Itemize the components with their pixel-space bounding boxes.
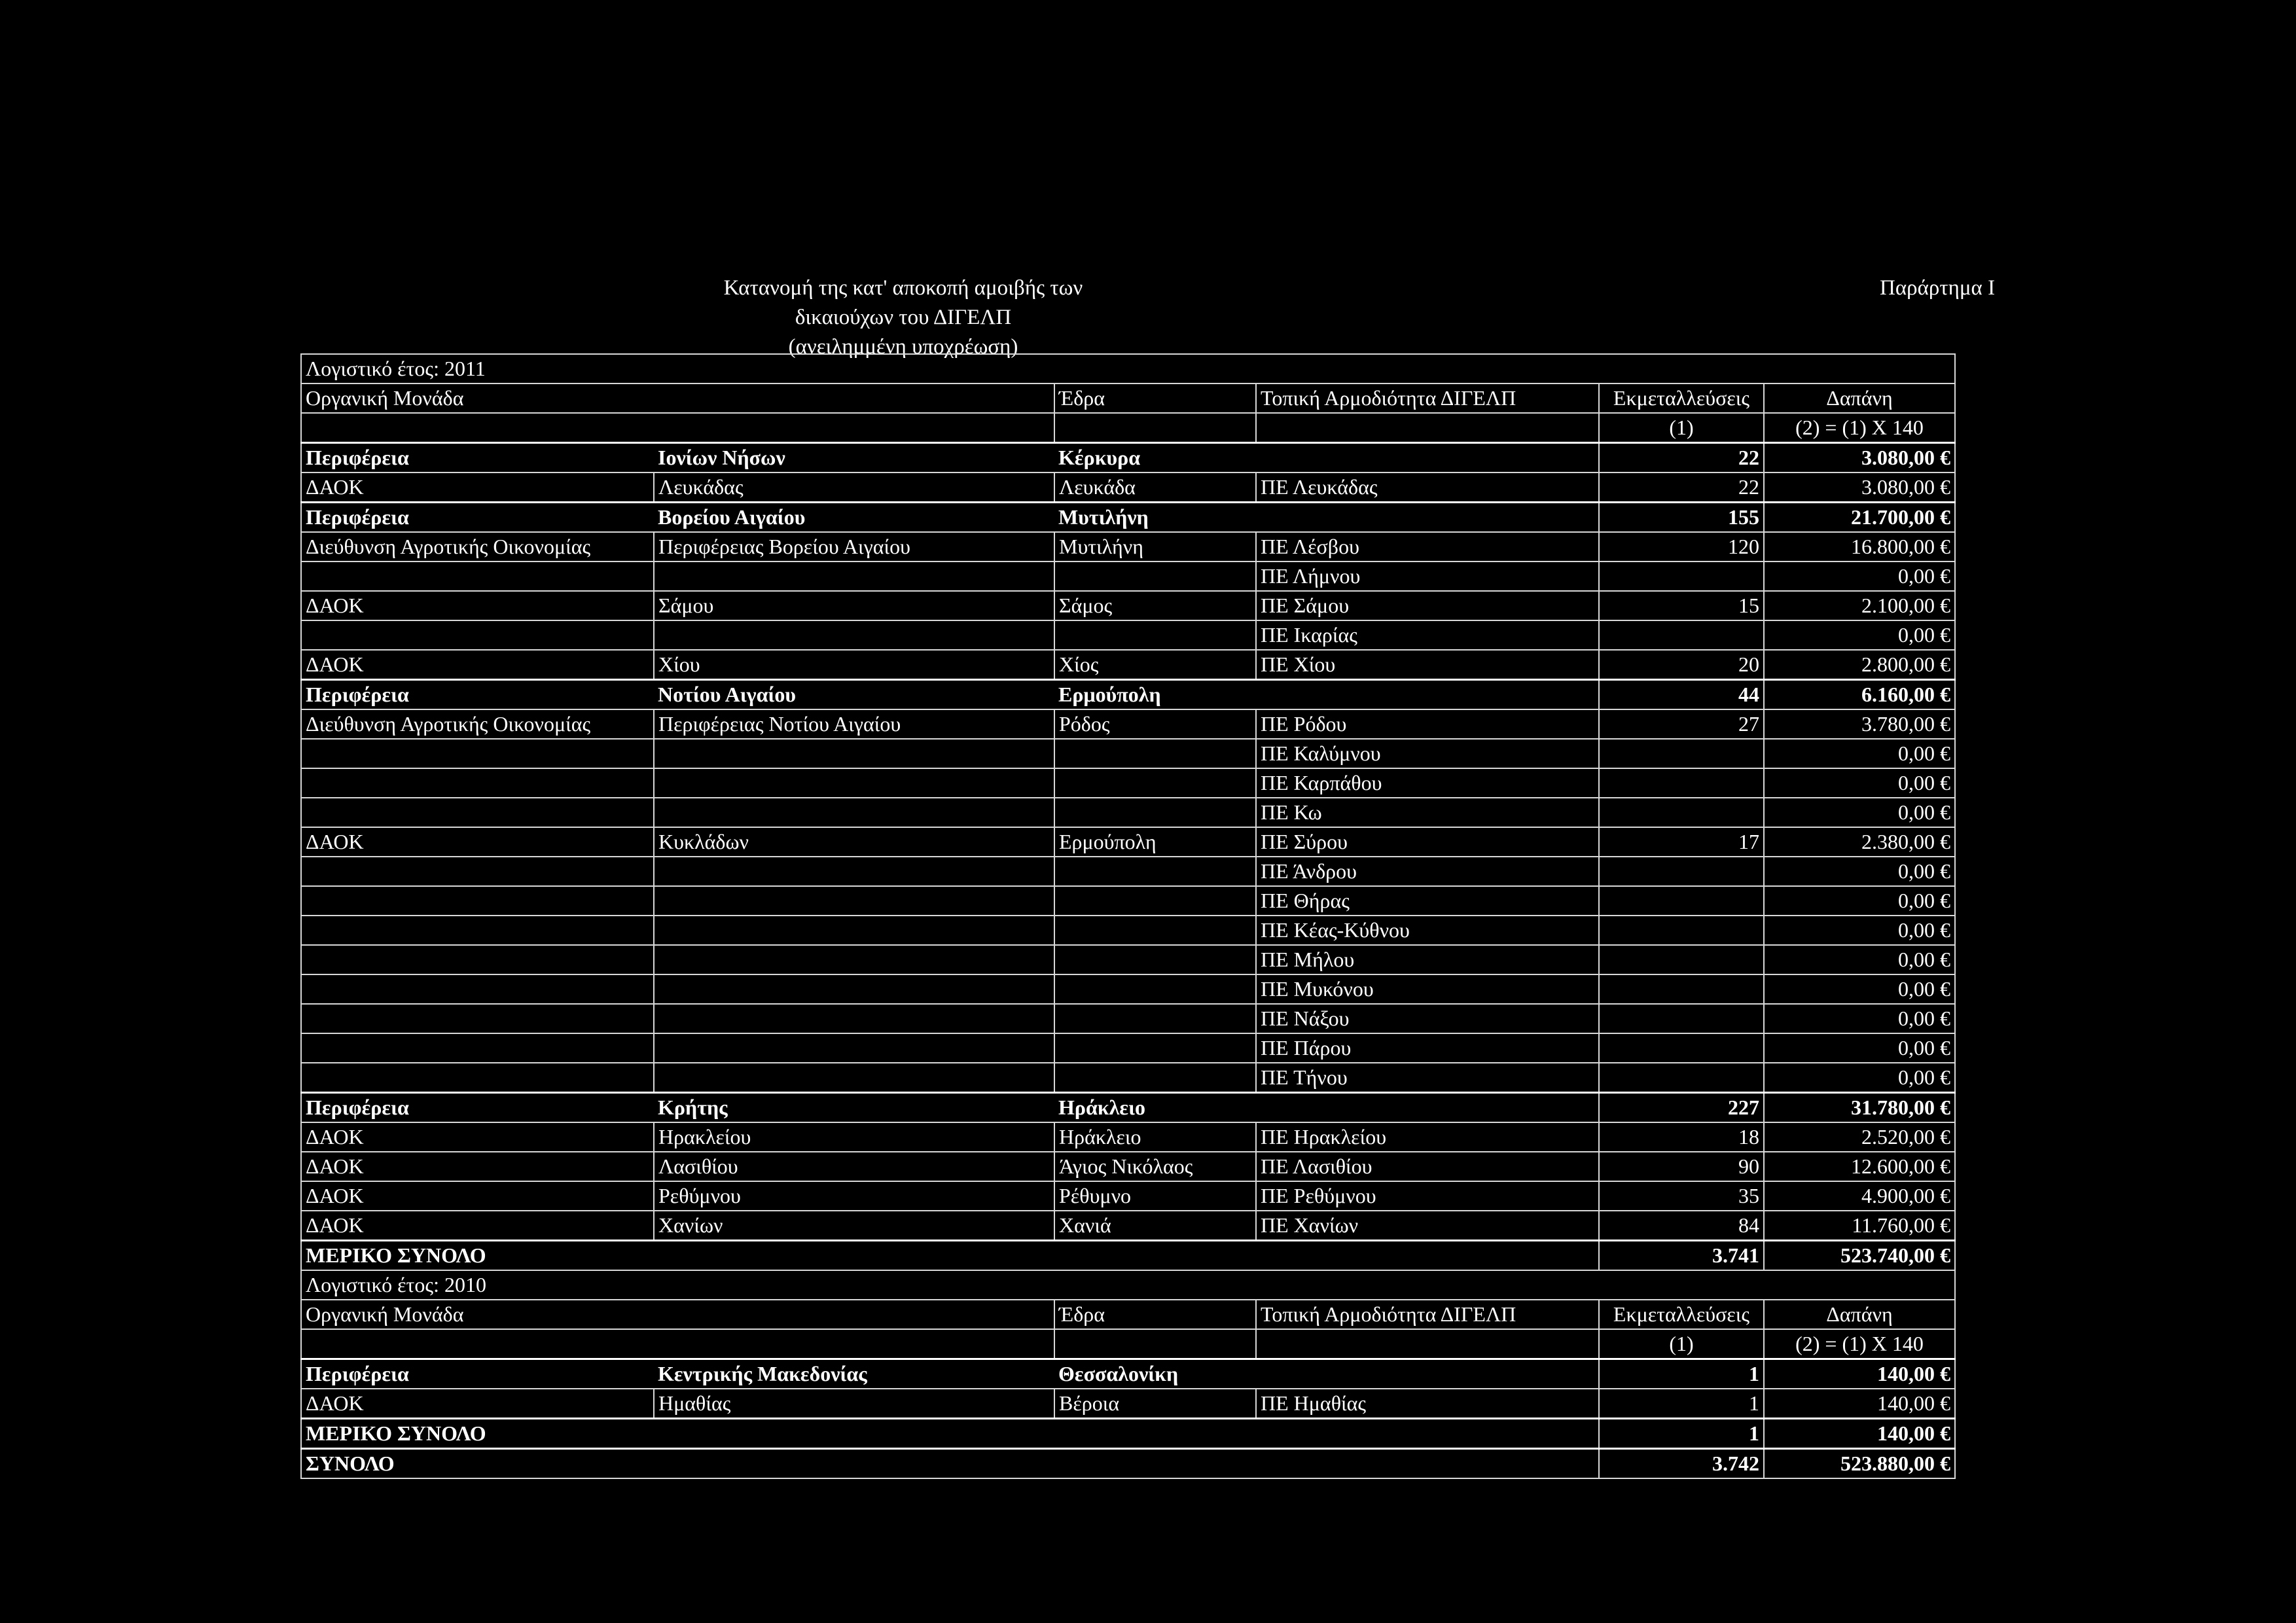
table-cell <box>301 562 654 591</box>
table-cell <box>1054 1033 1256 1063</box>
table-row <box>301 591 1955 620</box>
table-cell <box>301 798 654 827</box>
column-subheader: (1) <box>1599 1329 1764 1359</box>
table-cell: Βορείου Αιγαίου <box>654 503 1054 533</box>
table-cell: 6.160,00 € <box>1764 680 1955 710</box>
table-cell <box>1054 974 1256 1004</box>
table-row <box>301 1181 1955 1211</box>
region-row <box>301 680 1955 710</box>
table-cell <box>1054 1329 1256 1359</box>
table-cell: 1 <box>1599 1389 1764 1419</box>
table-cell <box>1256 443 1599 473</box>
table-cell: ΔΑΟΚ <box>301 1181 654 1211</box>
table-cell: 140,00 € <box>1764 1389 1955 1419</box>
table-cell: Άγιος Νικόλαος <box>1054 1152 1256 1181</box>
table-cell: ΔΑΟΚ <box>301 473 654 503</box>
table-cell: 0,00 € <box>1764 1033 1955 1063</box>
table-cell: 2.520,00 € <box>1764 1122 1955 1152</box>
table-cell: ΠΕ Κέας-Κύθνου <box>1256 916 1599 945</box>
table-row <box>301 1152 1955 1181</box>
table-cell: ΔΑΟΚ <box>301 1122 654 1152</box>
table-cell: ΠΕ Ημαθίας <box>1256 1389 1599 1419</box>
table-cell <box>654 1004 1054 1033</box>
table-cell: Χανιά <box>1054 1211 1256 1241</box>
table-cell: Ηράκλειο <box>1054 1122 1256 1152</box>
table-cell: Κυκλάδων <box>654 827 1054 857</box>
table-cell: 16.800,00 € <box>1764 532 1955 562</box>
table-cell: Χίος <box>1054 650 1256 680</box>
table-cell: 3.080,00 € <box>1764 473 1955 503</box>
table-row <box>301 798 1955 827</box>
total-holdings: 3.741 <box>1599 1241 1764 1271</box>
table-cell <box>1599 739 1764 768</box>
table-cell: Βέροια <box>1054 1389 1256 1419</box>
table-cell: Κρήτης <box>654 1093 1054 1123</box>
table-cell: Κέρκυρα <box>1054 443 1256 473</box>
table-cell: 4.900,00 € <box>1764 1181 1955 1211</box>
table-cell: ΠΕ Άνδρου <box>1256 857 1599 886</box>
table-cell: ΠΕ Νάξου <box>1256 1004 1599 1033</box>
column-header-jurisdiction: Τοπική Αρμοδιότητα ΔΙΓΕΛΠ <box>1256 383 1599 413</box>
table-cell: ΠΕ Μήλου <box>1256 945 1599 974</box>
table-cell <box>1054 739 1256 768</box>
table-cell: ΔΑΟΚ <box>301 591 654 620</box>
table-cell: 155 <box>1599 503 1764 533</box>
table-cell: ΠΕ Λευκάδας <box>1256 473 1599 503</box>
table-cell <box>654 945 1054 974</box>
column-header-expense: Δαπάνη <box>1764 1300 1955 1329</box>
column-header-seat: Έδρα <box>1054 1300 1256 1329</box>
table-cell: Περιφέρειας Βορείου Αιγαίου <box>654 532 1054 562</box>
table-cell: ΔΑΟΚ <box>301 1211 654 1241</box>
total-expense: 523.880,00 € <box>1764 1449 1955 1479</box>
table-row <box>301 739 1955 768</box>
table-cell: Λευκάδας <box>654 473 1054 503</box>
column-header-holdings: Εκμεταλλεύσεις <box>1599 383 1764 413</box>
table-cell: Ερμούπολη <box>1054 680 1256 710</box>
total-holdings: 3.742 <box>1599 1449 1764 1479</box>
region-row <box>301 1359 1955 1389</box>
column-subheader: (2) = (1) Χ 140 <box>1764 1329 1955 1359</box>
document-title <box>674 274 1132 362</box>
table-cell: 140,00 € <box>1764 1359 1955 1389</box>
table-cell: Περιφέρεια <box>301 1359 654 1389</box>
table-cell: 0,00 € <box>1764 562 1955 591</box>
table-cell: Ερμούπολη <box>1054 827 1256 857</box>
column-header-expense: Δαπάνη <box>1764 383 1955 413</box>
table-cell: ΠΕ Χίου <box>1256 650 1599 680</box>
table-cell <box>654 1063 1054 1093</box>
table-cell: 84 <box>1599 1211 1764 1241</box>
subheader-row <box>301 1329 1955 1359</box>
table-cell: ΠΕ Τήνου <box>1256 1063 1599 1093</box>
total-label: ΜΕΡΙΚΟ ΣΥΝΟΛΟ <box>301 1419 1599 1449</box>
table-cell: Χίου <box>654 650 1054 680</box>
fiscal-year-row <box>301 354 1955 383</box>
table-row <box>301 1033 1955 1063</box>
table-cell: 0,00 € <box>1764 974 1955 1004</box>
table-cell: ΠΕ Λασιθίου <box>1256 1152 1599 1181</box>
table-cell <box>1599 945 1764 974</box>
table-row <box>301 886 1955 916</box>
table-row <box>301 532 1955 562</box>
table-cell: ΠΕ Ρεθύμνου <box>1256 1181 1599 1211</box>
total-label: ΜΕΡΙΚΟ ΣΥΝΟΛΟ <box>301 1241 1599 1271</box>
table-cell: ΠΕ Θήρας <box>1256 886 1599 916</box>
table-cell <box>1256 1093 1599 1123</box>
table-cell: 2.800,00 € <box>1764 650 1955 680</box>
table-cell: 90 <box>1599 1152 1764 1181</box>
region-row <box>301 443 1955 473</box>
table-row <box>301 650 1955 680</box>
table-cell: Περιφέρεια <box>301 443 654 473</box>
table-row <box>301 1004 1955 1033</box>
table-cell: ΠΕ Λέσβου <box>1256 532 1599 562</box>
table-cell <box>301 739 654 768</box>
table-cell <box>1599 768 1764 798</box>
table-cell <box>301 916 654 945</box>
table-cell: Χανίων <box>654 1211 1054 1241</box>
fiscal-year-label: Λογιστικό έτος: 2011 <box>301 354 1955 383</box>
table-cell: ΠΕ Σύρου <box>1256 827 1599 857</box>
table-cell: 31.780,00 € <box>1764 1093 1955 1123</box>
table-cell <box>301 768 654 798</box>
total-label: ΣΥΝΟΛΟ <box>301 1449 1599 1479</box>
table-cell: ΠΕ Καρπάθου <box>1256 768 1599 798</box>
table-cell: 0,00 € <box>1764 857 1955 886</box>
table-cell: 15 <box>1599 591 1764 620</box>
table-cell: Ρόδος <box>1054 709 1256 739</box>
table-cell <box>1054 886 1256 916</box>
table-cell: Ηρακλείου <box>654 1122 1054 1152</box>
table-cell: 3.080,00 € <box>1764 443 1955 473</box>
table-cell: 22 <box>1599 473 1764 503</box>
table-cell <box>1599 886 1764 916</box>
fiscal-year-label: Λογιστικό έτος: 2010 <box>301 1270 1955 1300</box>
total-row <box>301 1419 1955 1449</box>
table-cell <box>1054 945 1256 974</box>
table-cell <box>301 1033 654 1063</box>
table-cell: 3.780,00 € <box>1764 709 1955 739</box>
table-cell: 0,00 € <box>1764 768 1955 798</box>
table-cell: Περιφέρεια <box>301 680 654 710</box>
table-cell <box>1054 916 1256 945</box>
table-cell: Λευκάδα <box>1054 473 1256 503</box>
table-cell <box>301 1004 654 1033</box>
table-cell <box>1054 562 1256 591</box>
table-cell: 2.380,00 € <box>1764 827 1955 857</box>
table-row <box>301 1389 1955 1419</box>
table-cell: ΠΕ Σάμου <box>1256 591 1599 620</box>
column-subheader: (1) <box>1599 413 1764 443</box>
table-cell <box>654 886 1054 916</box>
table-cell: ΠΕ Ηρακλείου <box>1256 1122 1599 1152</box>
table-row <box>301 620 1955 650</box>
table-cell: Ηράκλειο <box>1054 1093 1256 1123</box>
table-cell <box>654 768 1054 798</box>
table-cell: 21.700,00 € <box>1764 503 1955 533</box>
table-cell: ΠΕ Χανίων <box>1256 1211 1599 1241</box>
table-cell: ΔΑΟΚ <box>301 650 654 680</box>
table-row <box>301 1211 1955 1241</box>
table-cell <box>1599 620 1764 650</box>
table-cell: ΔΑΟΚ <box>301 1389 654 1419</box>
total-row <box>301 1241 1955 1271</box>
table-row <box>301 916 1955 945</box>
table-body <box>301 354 1955 1478</box>
table-cell: ΠΕ Λήμνου <box>1256 562 1599 591</box>
table-cell <box>1599 1004 1764 1033</box>
table-cell <box>1054 1063 1256 1093</box>
table-cell <box>1599 916 1764 945</box>
column-header-unit: Οργανική Μονάδα <box>301 383 1054 413</box>
table-cell <box>301 945 654 974</box>
table-cell <box>301 857 654 886</box>
table-cell: Ημαθίας <box>654 1389 1054 1419</box>
table-cell <box>1599 1033 1764 1063</box>
column-subheader: (2) = (1) Χ 140 <box>1764 413 1955 443</box>
table-cell: ΔΑΟΚ <box>301 827 654 857</box>
table-cell <box>1256 413 1599 443</box>
table-cell: 0,00 € <box>1764 1004 1955 1033</box>
table-cell: ΔΑΟΚ <box>301 1152 654 1181</box>
table-cell: Διεύθυνση Αγροτικής Οικονομίας <box>301 532 654 562</box>
table-cell: Θεσσαλονίκη <box>1054 1359 1256 1389</box>
header-row <box>301 1300 1955 1329</box>
table-cell <box>1599 798 1764 827</box>
table-cell <box>1256 680 1599 710</box>
table-row <box>301 974 1955 1004</box>
table-cell <box>1054 413 1256 443</box>
table-cell: ΠΕ Καλύμνου <box>1256 739 1599 768</box>
table-cell <box>1054 1004 1256 1033</box>
table-cell: 0,00 € <box>1764 945 1955 974</box>
table-cell <box>654 798 1054 827</box>
table-cell: 2.100,00 € <box>1764 591 1955 620</box>
column-header-unit: Οργανική Μονάδα <box>301 1300 1054 1329</box>
column-header-seat: Έδρα <box>1054 383 1256 413</box>
table-row <box>301 945 1955 974</box>
table-cell <box>301 886 654 916</box>
table-row <box>301 1122 1955 1152</box>
table-cell: 0,00 € <box>1764 886 1955 916</box>
allocation-table <box>300 353 1956 1479</box>
subheader-row <box>301 413 1955 443</box>
table-cell: 11.760,00 € <box>1764 1211 1955 1241</box>
table-cell <box>1256 1359 1599 1389</box>
table-cell: 35 <box>1599 1181 1764 1211</box>
total-expense: 140,00 € <box>1764 1419 1955 1449</box>
table-cell <box>1599 1063 1764 1093</box>
table-cell <box>1256 503 1599 533</box>
total-holdings: 1 <box>1599 1419 1764 1449</box>
region-row <box>301 1093 1955 1123</box>
table-cell: Μυτιλήνη <box>1054 503 1256 533</box>
table-cell: ΠΕ Ικαρίας <box>1256 620 1599 650</box>
table-cell: Διεύθυνση Αγροτικής Οικονομίας <box>301 709 654 739</box>
table-cell <box>1054 620 1256 650</box>
table-cell <box>1599 562 1764 591</box>
table-cell: 0,00 € <box>1764 1063 1955 1093</box>
table-cell: 227 <box>1599 1093 1764 1123</box>
table-cell: 0,00 € <box>1764 916 1955 945</box>
table-cell <box>1599 857 1764 886</box>
table-row <box>301 827 1955 857</box>
table-cell: Ρεθύμνου <box>654 1181 1054 1211</box>
table-cell: 27 <box>1599 709 1764 739</box>
total-expense: 523.740,00 € <box>1764 1241 1955 1271</box>
table-cell <box>1599 974 1764 1004</box>
table-cell <box>301 974 654 1004</box>
fiscal-year-row <box>301 1270 1955 1300</box>
table-cell <box>654 562 1054 591</box>
table-cell: 22 <box>1599 443 1764 473</box>
table-cell: Περιφέρεια <box>301 1093 654 1123</box>
table-cell <box>301 1329 1054 1359</box>
table-cell: Ρέθυμνο <box>1054 1181 1256 1211</box>
table-row <box>301 562 1955 591</box>
table-cell <box>654 974 1054 1004</box>
table-cell: 0,00 € <box>1764 739 1955 768</box>
table-cell: 0,00 € <box>1764 620 1955 650</box>
table-cell: ΠΕ Ρόδου <box>1256 709 1599 739</box>
table-row <box>301 473 1955 503</box>
column-header-jurisdiction: Τοπική Αρμοδιότητα ΔΙΓΕΛΠ <box>1256 1300 1599 1329</box>
table-cell <box>301 1063 654 1093</box>
table-cell <box>654 916 1054 945</box>
table-row <box>301 1063 1955 1093</box>
table-cell: 120 <box>1599 532 1764 562</box>
table-row <box>301 709 1955 739</box>
title-line-2: (ανειλημμένη υποχρέωση) <box>788 335 1018 359</box>
total-row <box>301 1449 1955 1479</box>
table-cell <box>1256 1329 1599 1359</box>
table-cell: Σάμος <box>1054 591 1256 620</box>
table-cell <box>1054 857 1256 886</box>
table-cell: Κεντρικής Μακεδονίας <box>654 1359 1054 1389</box>
table-cell: 18 <box>1599 1122 1764 1152</box>
table-cell: Λασιθίου <box>654 1152 1054 1181</box>
table-cell: 1 <box>1599 1359 1764 1389</box>
table-cell <box>1054 768 1256 798</box>
table-cell <box>301 413 1054 443</box>
table-cell: ΠΕ Πάρου <box>1256 1033 1599 1063</box>
table-cell <box>654 620 1054 650</box>
header-row <box>301 383 1955 413</box>
table-row <box>301 857 1955 886</box>
table-cell: 17 <box>1599 827 1764 857</box>
table-cell: 12.600,00 € <box>1764 1152 1955 1181</box>
table-cell: Νοτίου Αιγαίου <box>654 680 1054 710</box>
table-cell <box>654 1033 1054 1063</box>
table-cell: Περιφέρειας Νοτίου Αιγαίου <box>654 709 1054 739</box>
annex-label: Παράρτημα Ι <box>1880 276 1996 300</box>
table-cell: Σάμου <box>654 591 1054 620</box>
table-cell: 0,00 € <box>1764 798 1955 827</box>
column-header-holdings: Εκμεταλλεύσεις <box>1599 1300 1764 1329</box>
table-cell <box>301 620 654 650</box>
table-row <box>301 768 1955 798</box>
table-cell: 20 <box>1599 650 1764 680</box>
table-cell: ΠΕ Μυκόνου <box>1256 974 1599 1004</box>
table-cell: Μυτιλήνη <box>1054 532 1256 562</box>
table-cell: Ιονίων Νήσων <box>654 443 1054 473</box>
table-cell: 44 <box>1599 680 1764 710</box>
table-cell <box>654 857 1054 886</box>
table-cell <box>654 739 1054 768</box>
table-cell: ΠΕ Κω <box>1256 798 1599 827</box>
title-line-1: Κατανομή της κατ' αποκοπή αμοιβής των δικαιούχων του ΔΙΓΕΛΠ <box>723 276 1083 329</box>
region-row <box>301 503 1955 533</box>
table-cell <box>1054 798 1256 827</box>
table-cell: Περιφέρεια <box>301 503 654 533</box>
